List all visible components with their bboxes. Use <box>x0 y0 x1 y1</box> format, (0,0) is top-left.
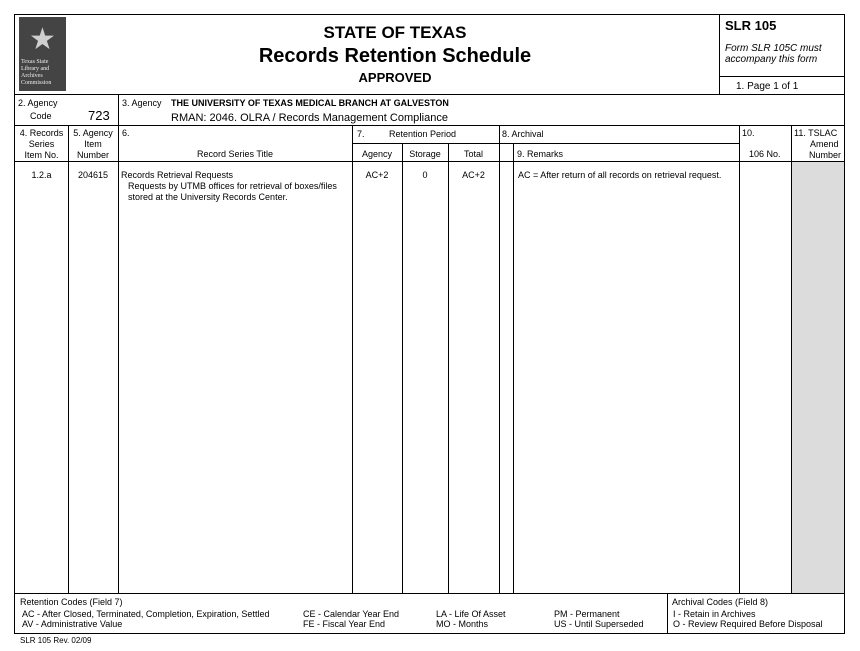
col-line-2 <box>118 125 119 593</box>
tslac-shade <box>791 161 844 593</box>
row-series-item: 1.2.a <box>31 170 52 180</box>
col-line-1 <box>68 125 69 593</box>
col-10: 106 No. <box>749 149 781 159</box>
col-series-item-3: Item No. <box>24 150 59 160</box>
col-tslac-2: Amend <box>810 139 839 149</box>
agency-name-label: 3. Agency <box>122 98 162 108</box>
col-title-num: 6. <box>122 128 130 138</box>
col-ret-storage: Storage <box>409 149 441 159</box>
col-agency-item-3: Number <box>76 150 109 160</box>
code-ac: AC - After Closed, Terminated, Completion, Expiration, Settled <box>22 609 270 619</box>
col-10-num: 10. <box>742 128 755 138</box>
line-archival-sub <box>499 143 739 144</box>
logo-text: Texas State Library and Archives Commission <box>21 59 52 86</box>
rman: RMAN: 2046. OLRA / Records Management Compliance <box>171 112 448 124</box>
code-la: LA - Life Of Asset <box>436 609 506 619</box>
revision: SLR 105 Rev. 02/09 <box>20 636 92 645</box>
col-agency-item-1: 5. Agency <box>73 128 113 138</box>
line-body-bottom <box>14 593 845 594</box>
col-line-9 <box>791 125 792 593</box>
form-code: SLR 105 <box>725 18 777 33</box>
agency-name: THE UNIVERSITY OF TEXAS MEDICAL BRANCH AT GALVESTON <box>171 98 449 108</box>
code-mo: MO - Months <box>436 619 489 629</box>
row-description-2: stored at the University Records Center. <box>128 192 288 202</box>
code-o: O - Review Required Before Disposal <box>673 619 823 629</box>
col-ret-total: Total <box>463 149 483 159</box>
col-line-5 <box>448 143 449 593</box>
line-header-bottom <box>14 94 845 95</box>
row-ret-agency: AC+2 <box>365 170 389 180</box>
row-ret-storage: 0 <box>422 170 428 180</box>
code-us: US - Until Superseded <box>554 619 644 629</box>
page-info: 1. Page 1 of 1 <box>736 81 799 92</box>
col-series-item-2: Series <box>28 139 55 149</box>
code-pm: PM - Permanent <box>554 609 620 619</box>
line-colhead-bottom <box>14 161 845 162</box>
status-approved: APPROVED <box>358 70 432 85</box>
code-i: I - Retain in Archives <box>673 609 756 619</box>
col-line-3 <box>352 125 353 593</box>
agency-code: 723 <box>88 108 110 123</box>
footer-divider <box>667 593 668 634</box>
tslac-logo <box>19 17 66 91</box>
form-note: Form SLR 105C must accompany this form <box>725 43 822 65</box>
row-ret-total: AC+2 <box>462 170 485 180</box>
row-agency-item: 204615 <box>77 170 109 180</box>
col-tslac-1: 11. TSLAC <box>794 128 838 138</box>
row-title: Records Retrieval Requests <box>121 170 234 180</box>
agency-code-label-1: 2. Agency <box>18 98 58 108</box>
star-icon: ★ <box>29 22 56 57</box>
retention-codes-title: Retention Codes (Field 7) <box>20 597 123 607</box>
title-state: STATE OF TEXAS <box>323 23 467 42</box>
col-retention-num: 7. <box>357 129 365 139</box>
col-remarks: 9. Remarks <box>517 149 564 159</box>
agency-divider <box>118 94 119 125</box>
col-archival: 8. Archival <box>502 129 544 139</box>
code-fe: FE - Fiscal Year End <box>303 619 386 629</box>
agency-code-label-2: Code <box>30 111 52 121</box>
code-ce: CE - Calendar Year End <box>303 609 400 619</box>
code-av: AV - Administrative Value <box>22 619 123 629</box>
line-agency-bottom <box>14 125 845 126</box>
col-title: Record Series Title <box>196 149 274 159</box>
archival-codes-title: Archival Codes (Field 8) <box>672 597 769 607</box>
line-retention-sub <box>352 143 499 144</box>
col-line-4 <box>402 143 403 593</box>
page-info-divider <box>719 76 845 77</box>
col-tslac-3: Number <box>809 150 842 160</box>
row-description-1: Requests by UTMB offices for retrieval of boxes/files <box>128 181 337 191</box>
col-line-7 <box>513 143 514 593</box>
col-series-item-1: 4. Records <box>19 128 64 138</box>
col-agency-item-2: Item <box>84 139 102 149</box>
col-retention: Retention Period <box>389 129 457 139</box>
col-line-6 <box>499 125 500 593</box>
header-right-divider <box>719 14 720 94</box>
row-remarks: AC = After return of all records on retrieval request. <box>518 170 722 180</box>
title-schedule: Records Retention Schedule <box>258 45 532 67</box>
col-line-8 <box>739 125 740 593</box>
col-ret-agency: Agency <box>361 149 393 159</box>
